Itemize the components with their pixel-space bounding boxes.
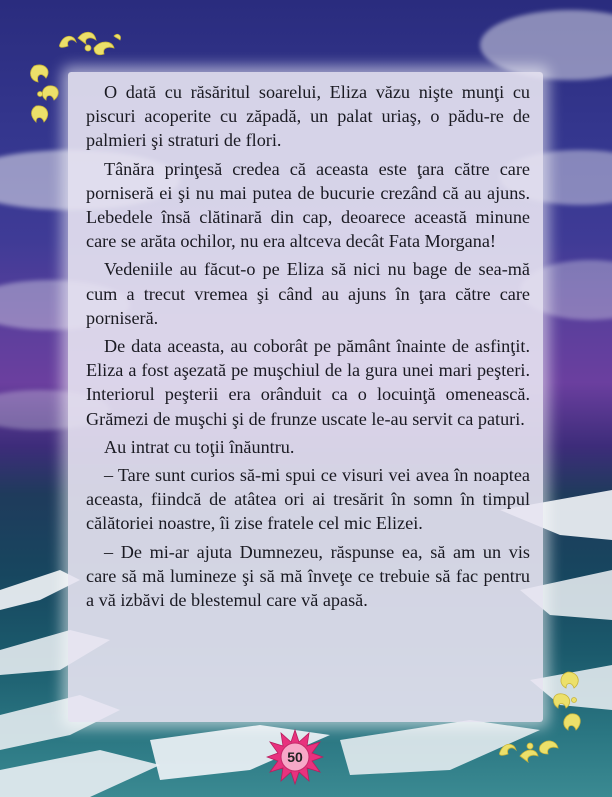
page-number: 50 [287,749,303,765]
paragraph: – De mi-ar ajuta Dumnezeu, răspunse ea, să am un vis care să mă lumineze şi să mă înveţe ce trebuie să fac pentru a vă izbăvi de blestemul care vă apasă. [86,541,530,611]
story-text [86,80,530,616]
paragraph: Tânăra prinţesă credea că aceasta este ţara către care porniseră ei şi nu mai putea de bucurie crezând că au ajuns. Lebedele însă clătinară din cap, deoarece această minune care se arăta ochilor, nu era altceva decât Fata Morgana! [86,158,530,252]
floral-scroll-ornament-icon [548,668,588,736]
floral-scroll-ornament-icon [26,60,66,130]
paragraph: O dată cu răsăritul soarelui, Eliza văzu nişte munţi cu piscuri acoperite cu zăpadă, un palat uriaş, o pădu-re de palmieri şi straturi de flori. [86,82,530,151]
paragraph: – Tare sunt curios să-mi spui ce visuri vei avea în noaptea aceasta, fiindcă de atâtea ori ai tresărit în somn în timpul călătoriei noastre, îi zise fratele cel mic Elizei. [86,465,530,534]
floral-scroll-ornament-icon [54,28,124,60]
paragraph: Vedeniile au făcut-o pe Eliza să nici nu bage de sea-mă cum a trecut vremea şi când au ajuns în ţara către care porniseră. [86,259,530,328]
floral-scroll-ornament-icon [494,736,564,768]
paragraph: De data aceasta, au coborât pe pământ înainte de asfinţit. Eliza a fost aşezată pe muşchiul de la gura unei mari peşteri. Interiorul peşterii era orânduit ca o locuinţă omenească. Grămezi de muşchi şi de frunze uscate le-au servit ca paturi. [86,336,530,429]
paragraph: Au intrat cu toţii înăuntru. [104,436,295,457]
